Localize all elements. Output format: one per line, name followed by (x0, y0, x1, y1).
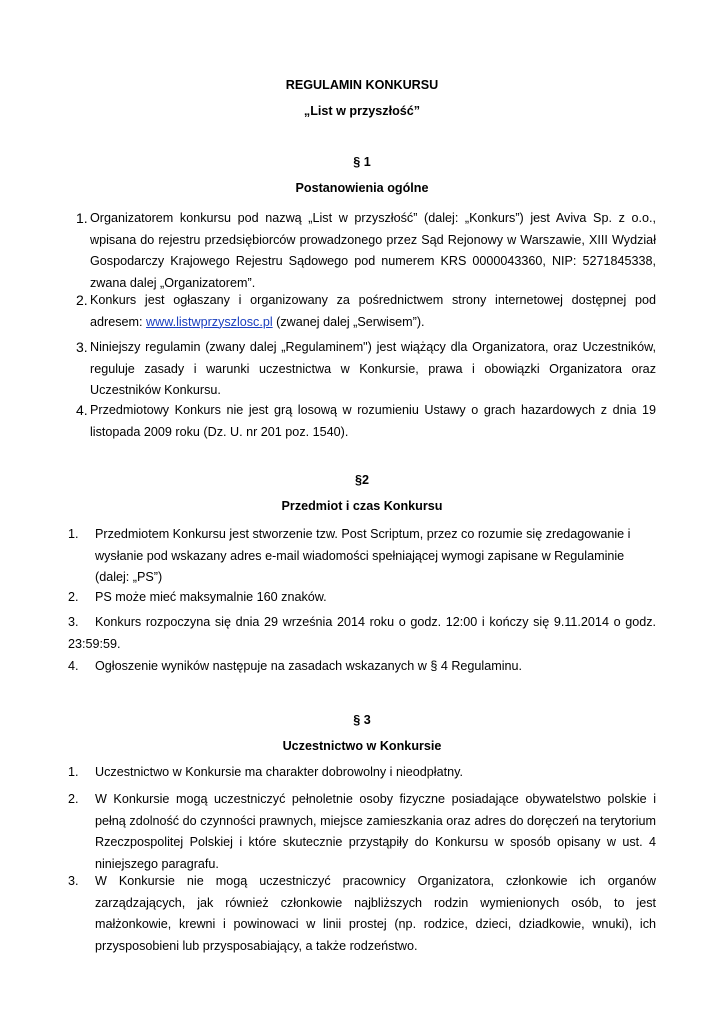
list-item-text-after: (zwanej dalej „Serwisem”). (272, 314, 425, 329)
list-item-number: 1. (68, 765, 79, 779)
list-item-text: Uczestnictwo w Konkursie ma charakter dobrowolny i nieodpłatny. (95, 765, 463, 779)
section-3-number: § 3 (353, 713, 371, 727)
list-item-text: Konkurs rozpoczyna się dnia 29 września 2014 roku o godz. 12:00 i kończy się 9.11.2014 o godz. 23:59:59. (68, 615, 656, 651)
website-link[interactable]: www.listwprzyszlosc.pl (146, 314, 273, 329)
section-1-number: § 1 (353, 155, 371, 169)
list-item-text: Przedmiotowy Konkurs nie jest grą losową w rozumieniu Ustawy o grach hazardowych z dnia 19 listopada 2009 roku (Dz. U. nr 201 poz. 1540). (90, 403, 656, 439)
list-item-number: 1. (76, 210, 88, 226)
section-2-number: §2 (354, 473, 369, 487)
list-item-number: 4. (68, 659, 79, 673)
section-3-heading: Uczestnictwo w Konkursie (282, 739, 442, 753)
list-item-text: W Konkursie mogą uczestniczyć pełnoletnie osoby fizyczne posiadające obywatelstwo polskie i pełną zdolność do czynności prawnych, miejsce zamieszkania oraz adres do doręczeń na terytorium Rzeczpospolitej Polskiej i które skutecznie przystąpiły do Konkursu w sposób opisany w ust. 4 niniejszego paragrafu. (95, 792, 656, 871)
list-item-text: Przedmiotem Konkursu jest stworzenie tzw. Post Scriptum, przez co rozumie się zredagowanie i wysłanie pod wskazany adres e-mail wiadomości spełniającej wymogi zapisane w Regulaminie (dalej: „PS”) (95, 527, 631, 584)
list-item-number: 2. (76, 292, 88, 308)
document-title: REGULAMIN KONKURSU (285, 78, 439, 92)
list-item-number: 3. (76, 339, 88, 355)
section-2-heading: Przedmiot i czas Konkursu (281, 499, 443, 513)
list-item-number: 4. (76, 402, 88, 418)
list-item-text (90, 290, 656, 333)
list-item-text: W Konkursie nie mogą uczestniczyć pracownicy Organizatora, członkowie ich organów zarządzających, jak również członkowie najbliższych rodzin wymienionych osób, to jest małżonkowie, krewni i powinowaci w linii prostej (np. rodzice, dzieci, dziadkowie, wnuki), ich przysposobieni lub przysposabiający, a także rodzeństwo. (95, 874, 656, 953)
list-item-number: 3. (68, 615, 79, 629)
list-item-number: 2. (68, 590, 79, 604)
section-1-heading: Postanowienia ogólne (295, 181, 429, 195)
list-item-text: Organizatorem konkursu pod nazwą „List w przyszłość” (dalej: „Konkurs”) jest Aviva Sp. z o.o., wpisana do rejestru przedsiębiorców prowadzonego przez Sąd Rejonowy w Warszawie, XIII Wydział Gospodarczy Krajowego Rejestru Sądowego pod numerem KRS 0000043360, NIP: 5271845338, zwana dalej „Organizatorem”. (90, 211, 656, 290)
document-subtitle: „List w przyszłość” (303, 104, 421, 118)
list-item-text: PS może mieć maksymalnie 160 znaków. (95, 590, 327, 604)
list-item-text: Niniejszy regulamin (zwany dalej „Regulaminem") jest wiążący dla Organizatora, oraz Uczestników, reguluje zasady i warunki uczestnictwa w Konkursie, prawa i obowiązki Organizatora oraz Uczestników Konkursu. (90, 340, 656, 397)
list-item-number: 1. (68, 527, 79, 541)
list-item-number: 3. (68, 874, 79, 888)
list-item-text-before: Konkurs jest ogłaszany i organizowany za pośrednictwem strony internetowej dostępnej pod adresem: (90, 293, 656, 329)
list-item-text: Ogłoszenie wyników następuje na zasadach wskazanych w § 4 Regulaminu. (95, 659, 523, 673)
list-item-number: 2. (68, 792, 79, 806)
